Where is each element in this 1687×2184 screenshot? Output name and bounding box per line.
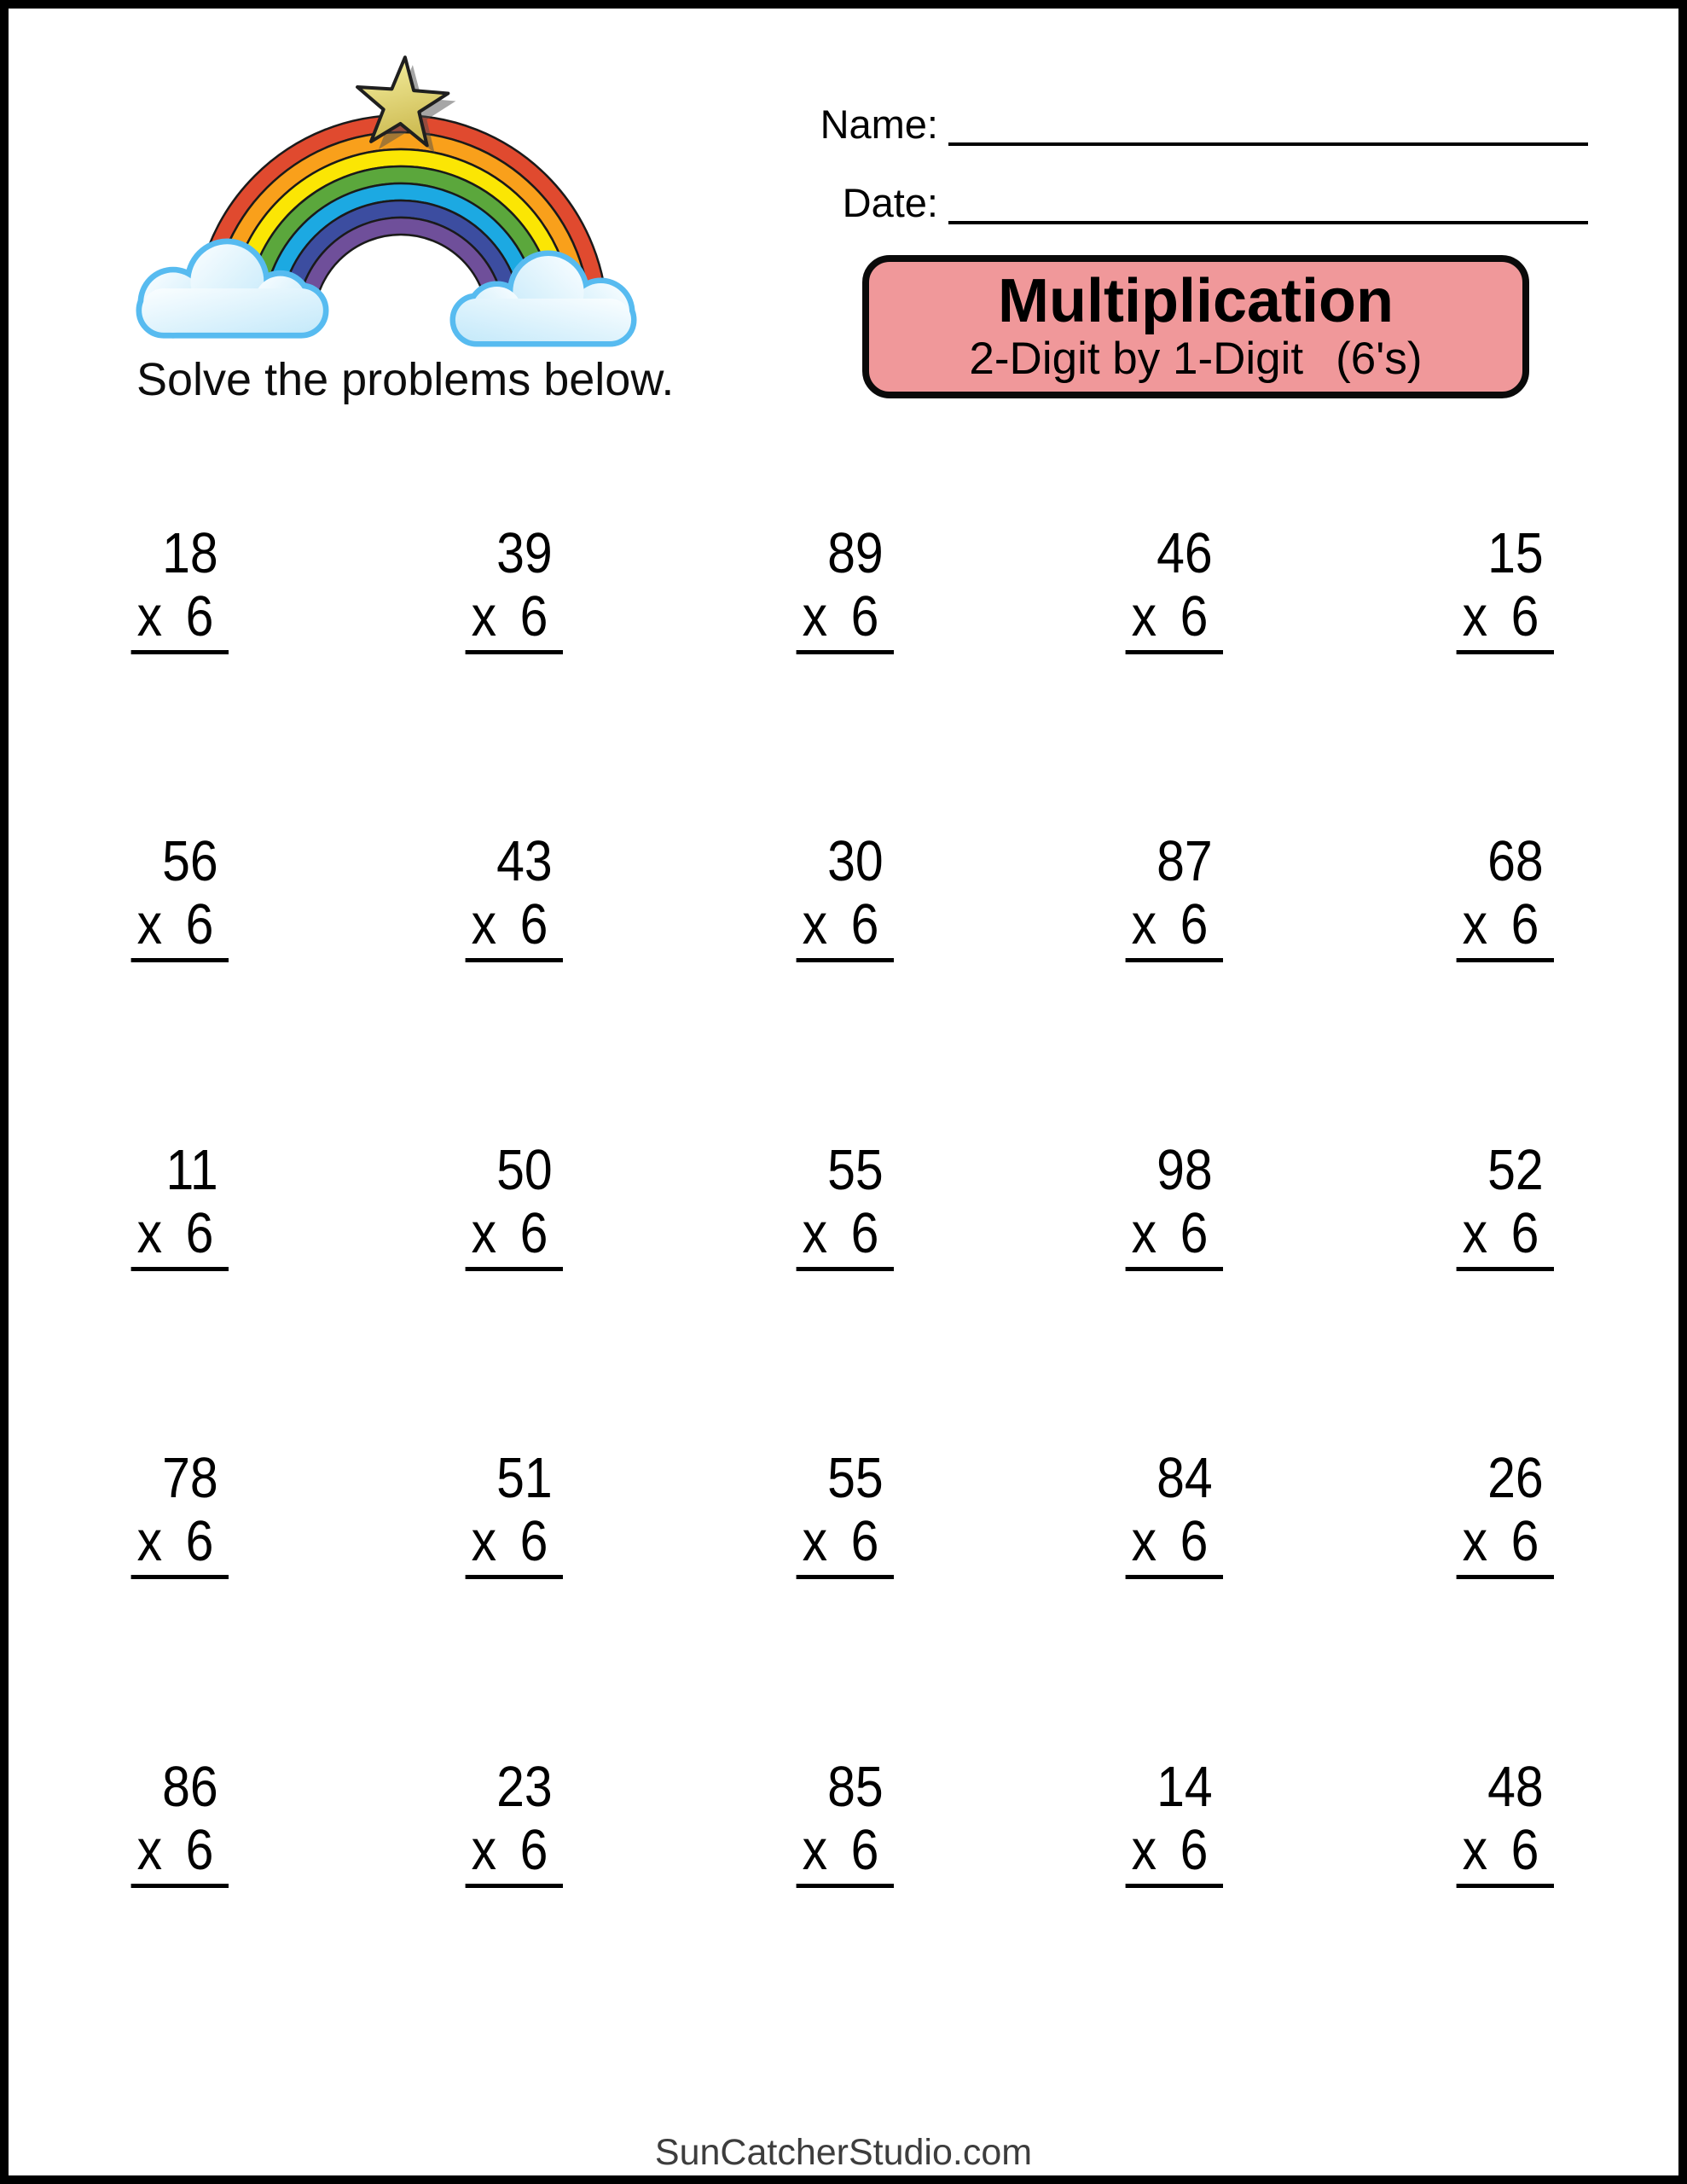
answer-space[interactable]: [131, 1888, 229, 1990]
date-field-row: [806, 180, 1588, 225]
multiply-row: [797, 1509, 894, 1573]
problem-cell: [797, 521, 894, 757]
answer-space[interactable]: [466, 962, 563, 1065]
multiply-row: [466, 892, 563, 956]
problem-cell: [131, 1755, 229, 1990]
multiplier: 6: [1510, 1201, 1539, 1265]
problem-cell: [466, 1755, 563, 1990]
answer-space[interactable]: [1126, 654, 1223, 757]
operator-x: x: [136, 1509, 163, 1573]
problem-cell: [797, 1755, 894, 1990]
multiplier: 6: [1510, 1818, 1539, 1882]
multiplicand: 85: [827, 1755, 884, 1819]
answer-space[interactable]: [131, 654, 229, 757]
multiply-row: [131, 1201, 229, 1265]
operator-x: x: [802, 1818, 828, 1882]
multiplier: 6: [1180, 1818, 1209, 1882]
multiplicand: 84: [1157, 1446, 1213, 1510]
multiply-row: [1126, 584, 1223, 648]
multiplicand: 78: [162, 1446, 218, 1510]
multiply-row: [131, 1818, 229, 1882]
multiplicand: 46: [1157, 521, 1213, 585]
multiply-row: [466, 1818, 563, 1882]
problem-cell: [131, 1446, 229, 1682]
worksheet-title: Multiplication: [998, 267, 1394, 336]
problem-cell: [131, 829, 229, 1065]
operator-x: x: [136, 892, 163, 956]
answer-space[interactable]: [1457, 1271, 1554, 1374]
answer-space[interactable]: [797, 1579, 894, 1682]
problem-cell: [797, 1138, 894, 1374]
problem-cell: [466, 521, 563, 757]
answer-space[interactable]: [466, 1579, 563, 1682]
date-label: Date:: [842, 180, 938, 225]
multiplicand: 87: [1157, 829, 1213, 893]
problem-cell: [1457, 1755, 1554, 1990]
multiplicand: 51: [496, 1446, 553, 1510]
problem-cell: [131, 521, 229, 757]
multiply-row: [131, 584, 229, 648]
answer-space[interactable]: [466, 1888, 563, 1990]
problem-cell: [1126, 1755, 1223, 1990]
multiplier: 6: [850, 892, 879, 956]
multiplier: 6: [1180, 1201, 1209, 1265]
multiplier: 6: [1510, 584, 1539, 648]
multiply-row: [1126, 1509, 1223, 1573]
multiplier: 6: [519, 892, 548, 956]
problem-cell: [466, 1446, 563, 1682]
multiply-row: [466, 584, 563, 648]
multiplier: 6: [185, 584, 214, 648]
operator-x: x: [1462, 1509, 1488, 1573]
multiplier: 6: [1180, 892, 1209, 956]
multiplicand: 26: [1487, 1446, 1544, 1510]
multiplicand: 14: [1157, 1755, 1213, 1819]
answer-space[interactable]: [1457, 962, 1554, 1065]
multiply-row: [466, 1509, 563, 1573]
rainbow-graphic: [84, 44, 655, 351]
operator-x: x: [802, 1201, 828, 1265]
operator-x: x: [1462, 1818, 1488, 1882]
answer-space[interactable]: [1457, 1579, 1554, 1682]
multiplicand: 23: [496, 1755, 553, 1819]
problem-cell: [1126, 521, 1223, 757]
answer-space[interactable]: [131, 962, 229, 1065]
answer-space[interactable]: [131, 1271, 229, 1374]
multiplier: 6: [185, 892, 214, 956]
multiplicand: 55: [827, 1446, 884, 1510]
problem-cell: [466, 829, 563, 1065]
multiply-row: [1126, 1818, 1223, 1882]
multiplicand: 68: [1487, 829, 1544, 893]
multiplier: 6: [519, 1201, 548, 1265]
problem-cell: [797, 1446, 894, 1682]
multiplicand: 15: [1487, 521, 1544, 585]
operator-x: x: [802, 1509, 828, 1573]
multiplier: 6: [1510, 1509, 1539, 1573]
operator-x: x: [802, 584, 828, 648]
multiplier: 6: [850, 1509, 879, 1573]
answer-space[interactable]: [1126, 1271, 1223, 1374]
multiplier: 6: [850, 1818, 879, 1882]
multiplicand: 48: [1487, 1755, 1544, 1819]
problem-cell: [1126, 829, 1223, 1065]
name-label: Name:: [820, 102, 938, 147]
multiplier: 6: [519, 1509, 548, 1573]
multiplier: 6: [185, 1201, 214, 1265]
multiplicand: 43: [496, 829, 553, 893]
multiplicand: 86: [162, 1755, 218, 1819]
date-input-line[interactable]: [948, 183, 1588, 224]
operator-x: x: [802, 892, 828, 956]
operator-x: x: [1131, 892, 1157, 956]
multiply-row: [1457, 584, 1554, 648]
multiplier: 6: [519, 1818, 548, 1882]
answer-space[interactable]: [797, 1888, 894, 1990]
problem-cell: [466, 1138, 563, 1374]
operator-x: x: [1462, 584, 1488, 648]
multiply-row: [131, 1509, 229, 1573]
multiplicand: 18: [162, 521, 218, 585]
operator-x: x: [136, 584, 163, 648]
title-box: [862, 255, 1529, 398]
answer-space[interactable]: [797, 962, 894, 1065]
operator-x: x: [1462, 1201, 1488, 1265]
operator-x: x: [471, 1818, 497, 1882]
multiplicand: 56: [162, 829, 218, 893]
problem-cell: [797, 829, 894, 1065]
multiply-row: [1457, 1509, 1554, 1573]
multiplier: 6: [850, 584, 879, 648]
problem-cell: [1126, 1446, 1223, 1682]
multiplier: 6: [850, 1201, 879, 1265]
problem-cell: [1457, 1446, 1554, 1682]
name-field-row: [806, 104, 1588, 146]
problem-cell: [131, 1138, 229, 1374]
operator-x: x: [471, 892, 497, 956]
multiply-row: [466, 1201, 563, 1265]
multiply-row: [797, 892, 894, 956]
subtitle-suffix: (6's): [1336, 333, 1423, 384]
problem-cell: [1457, 1138, 1554, 1374]
operator-x: x: [471, 1201, 497, 1265]
operator-x: x: [1131, 584, 1157, 648]
answer-space[interactable]: [466, 654, 563, 757]
multiplicand: 30: [827, 829, 884, 893]
operator-x: x: [1131, 1818, 1157, 1882]
answer-space[interactable]: [131, 1579, 229, 1682]
operator-x: x: [136, 1201, 163, 1265]
operator-x: x: [1131, 1201, 1157, 1265]
multiplier: 6: [1180, 1509, 1209, 1573]
multiplier: 6: [519, 584, 548, 648]
operator-x: x: [136, 1818, 163, 1882]
multiplier: 6: [185, 1509, 214, 1573]
instruction-text: Solve the problems below.: [136, 354, 675, 405]
multiply-row: [797, 1201, 894, 1265]
answer-space[interactable]: [1457, 654, 1554, 757]
footer-credit: SunCatcherStudio.com: [654, 2132, 1033, 2173]
answer-space[interactable]: [797, 654, 894, 757]
answer-space[interactable]: [1126, 1579, 1223, 1682]
subtitle-text: 2-Digit by 1-Digit: [969, 333, 1304, 384]
multiplier: 6: [185, 1818, 214, 1882]
operator-x: x: [1462, 892, 1488, 956]
multiply-row: [131, 892, 229, 956]
problem-cell: [1457, 829, 1554, 1065]
multiplicand: 98: [1157, 1138, 1213, 1202]
name-input-line[interactable]: [948, 105, 1588, 146]
worksheet-subtitle: [969, 335, 1422, 383]
multiply-row: [1457, 892, 1554, 956]
problem-cell: [1126, 1138, 1223, 1374]
answer-space[interactable]: [1126, 962, 1223, 1065]
multiplicand: 55: [827, 1138, 884, 1202]
multiply-row: [797, 1818, 894, 1882]
multiply-row: [797, 584, 894, 648]
multiplicand: 39: [496, 521, 553, 585]
operator-x: x: [471, 1509, 497, 1573]
multiply-row: [1126, 1201, 1223, 1265]
answer-space[interactable]: [1457, 1888, 1554, 1990]
multiply-row: [1457, 1818, 1554, 1882]
answer-space[interactable]: [466, 1271, 563, 1374]
multiplier: 6: [1180, 584, 1209, 648]
multiply-row: [1457, 1201, 1554, 1265]
multiplicand: 50: [496, 1138, 553, 1202]
operator-x: x: [471, 584, 497, 648]
operator-x: x: [1131, 1509, 1157, 1573]
multiplier: 6: [1510, 892, 1539, 956]
problem-cell: [1457, 521, 1554, 757]
answer-space[interactable]: [797, 1271, 894, 1374]
answer-space[interactable]: [1126, 1888, 1223, 1990]
multiplicand: 89: [827, 521, 884, 585]
multiplicand: 52: [1487, 1138, 1544, 1202]
multiply-row: [1126, 892, 1223, 956]
multiplicand: 11: [165, 1138, 218, 1202]
